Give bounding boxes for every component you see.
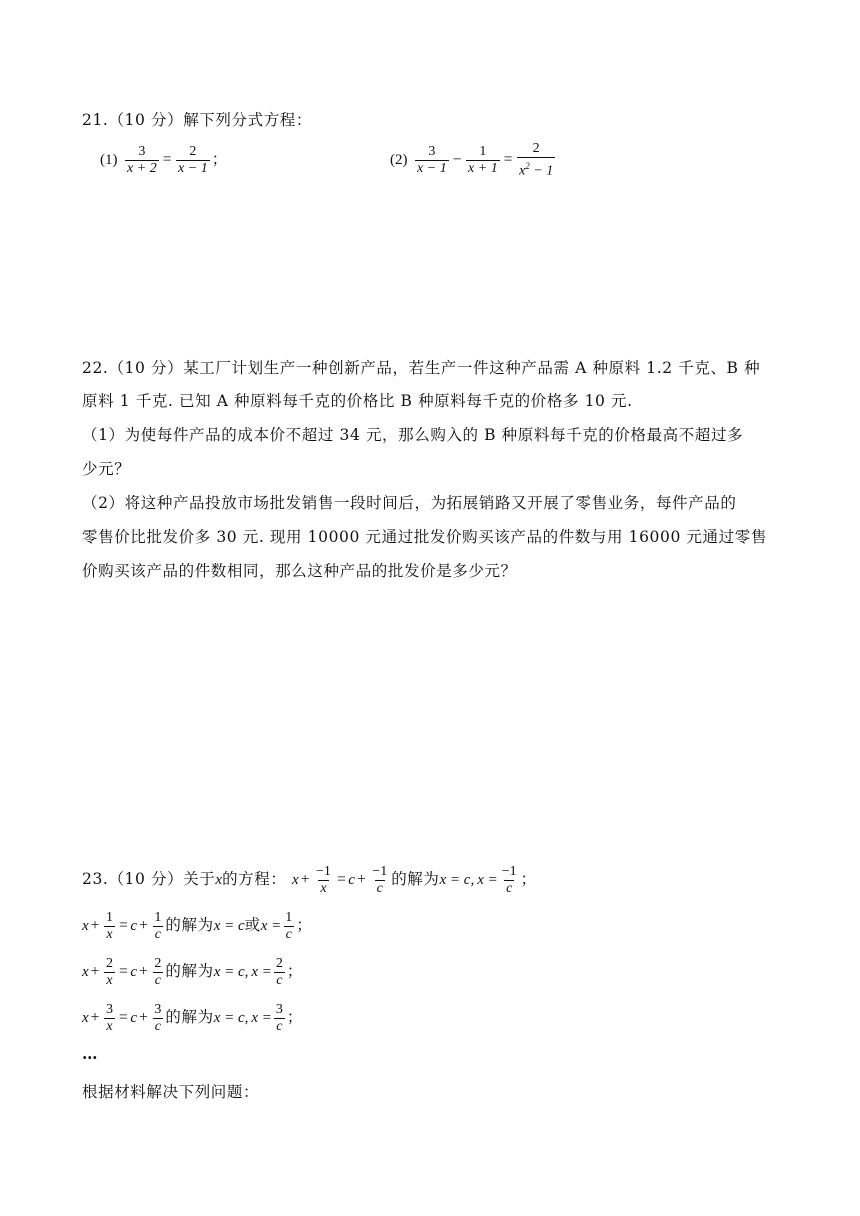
q22-line-4: 少元？ [82,460,131,478]
q21-part1-label: (1) [100,152,118,168]
q21-part1-equation: (1) $\frac{3}{x + 2}$ = $\frac{2}{x - 1}$ ； [100,143,228,176]
fraction: $\frac{-1}{c}$ [372,863,388,896]
fraction: $\frac{2}{c}$ [275,955,283,988]
q22-line-7: 价购买该产品的件数相同，那么这种产品的批发价是多少元？ [82,562,517,580]
q21-header: 21.（10 分）解下列分式方程： [82,111,313,129]
fraction: $\frac{3}{x + 2}$ [127,143,157,176]
fraction: $\frac{3}{c}$ [275,1001,283,1034]
q21-part2-label: (2) [390,152,408,168]
fraction: $\frac{-1}{c}$ [501,863,517,896]
q23-line-2: x + $\frac{1}{x}$ = c + $\frac{1}{c}$ 的解为x = c或x = $\frac{1}{c}$ ； [82,909,313,942]
q21-part2-equation: (2) $\frac{3}{x - 1}$ − $\frac{1}{x + 1}$ = $\frac{2}{x^2 - 1}$ [390,140,554,179]
q23-line-3: x + $\frac{2}{x}$ = c + $\frac{2}{c}$ 的解为x = c, x = $\frac{2}{c}$ ； [82,955,304,988]
q22-line-6: 零售价比批发价多 30 元. 现用 10000 元通过批发价购买该产品的件数与用 16000 元通过零售 [82,528,767,546]
q23-ellipsis: … [82,1044,99,1063]
fraction: $\frac{1}{x}$ [106,909,114,942]
q23-line-4: x + $\frac{3}{x}$ = c + $\frac{3}{c}$ 的解为x = c, x = $\frac{3}{c}$ ； [82,1001,304,1034]
q22-line-3: （1）为使每件产品的成本价不超过 34 元，那么购入的 B 种原料每千克的价格最高不超过多 [82,426,744,444]
q22-line-5: （2）将这种产品投放市场批发销售一段时间后，为拓展销路又开展了零售业务，每件产品的 [82,494,737,512]
q22-line-2: 原料 1 千克. 已知 A 种原料每千克的价格比 B 种原料每千克的价格多 10 元. [82,392,633,410]
fraction: $\frac{3}{c}$ [154,1001,162,1034]
fraction: $\frac{1}{c}$ [285,909,293,942]
fraction: $\frac{2}{x^2 - 1}$ [519,140,554,179]
q23-line-1: 23.（10 分）关于x的方程： x + $\frac{-1}{x}$ = c + $\frac{-1}{c}$ 的解为x = c, x = $\frac{-1}{c}$ ； [82,863,537,896]
q22-line-1: 22.（10 分）某工厂计划生产一种创新产品，若生产一件这种产品需 A 种原料 1.2 千克、B 种 [82,359,761,377]
q23-footer: 根据材料解决下列问题： [82,1083,260,1101]
fraction: $\frac{1}{x + 1}$ [468,143,498,176]
fraction: $\frac{1}{c}$ [154,909,162,942]
fraction: $\frac{-1}{x}$ [316,863,331,896]
fraction: $\frac{2}{c}$ [154,955,162,988]
fraction: $\frac{2}{x}$ [106,955,114,988]
fraction: $\frac{3}{x}$ [106,1001,114,1034]
fraction: $\frac{2}{x - 1}$ [178,143,208,176]
fraction: $\frac{3}{x - 1}$ [417,143,447,176]
